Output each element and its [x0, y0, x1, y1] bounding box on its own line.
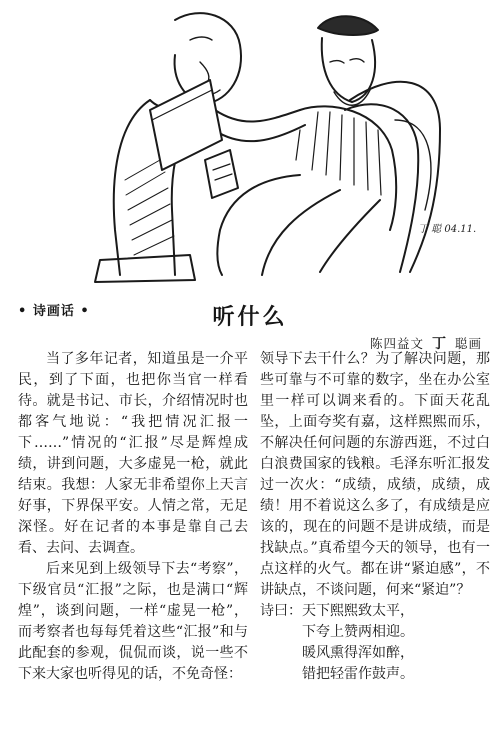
poem: [260, 601, 490, 685]
poem-lines: [302, 601, 490, 685]
poem-label: 诗曰：: [260, 603, 302, 619]
held-papers: [205, 150, 238, 198]
seated-head: [322, 38, 375, 102]
paragraph-continuation: 领导下去干什么？为了解决问题，那些可靠与不可靠的数字，坐在办公室里一样可以调来看的。下面天花乱坠，上面夸奖有嘉，这样熙熙而乐，不解决任何问题的东游西逛，不过白白浪费国家的钱粮。毛泽东听汇报发过一次火：“成绩，成绩，成绩，成绩！用不着说这么多了，有成绩是应该的，现在的问题不是讲成绩，而是找缺点。”真希望今天的领导，也有一点这样的火气。都在讲“紧迫感”，不讲缺点，不谈问题，何来“紧迫”？: [260, 351, 490, 598]
cartoon-illustration: [0, 0, 500, 290]
article-title: 听什么: [212, 305, 288, 330]
byline-artist: 丁: [432, 336, 447, 352]
artist-signature: 丁 聪 04.11.: [418, 224, 477, 235]
section-tag: • 诗画话 •: [18, 304, 90, 319]
article-column-left: [18, 349, 248, 685]
reaching-arm: [215, 110, 300, 122]
cap-shape: [318, 16, 378, 35]
poem-line: 天下熙熙致太平，: [302, 603, 414, 619]
article-column-right: [260, 349, 490, 685]
paragraph: 后来见到上级领导下去“考察”，下级官员“汇报”之际，也是满口“辉煌”，谈到问题，一样“虚晃一枪”，而考察者也每每凭着这些“汇报”和与此配套的参观，侃侃而谈，说一些不下来大家也听得见的话，不免奇怪：: [18, 561, 248, 682]
poem-line: 错把轻雷作鼓声。: [302, 666, 414, 682]
seated-body: [300, 106, 396, 230]
standing-body: [114, 100, 150, 275]
poem-line: 下夸上赞两相迎。: [302, 624, 414, 640]
cartoon-drawing: [0, 0, 500, 290]
byline-suffix: 聪画: [454, 336, 482, 351]
paragraph: 当了多年记者，知道虽是一介平民，到了下面，也把你当官一样看待。就是书记、市长，介绍情况时也都客气地说：“我把情况汇报一下……”情况的“汇报”尽是辉煌成绩，讲到问题，大多虚晃一枪，就此结束。我想：人家无非希望你上天言好事，下界保平安。人情之常，无足深怪。好在记者的本事是靠自己去看、去问、去调查。: [18, 351, 248, 556]
poem-line: 暖风熏得浑如醉，: [302, 645, 414, 661]
byline-author: 陈四益文: [370, 336, 425, 351]
